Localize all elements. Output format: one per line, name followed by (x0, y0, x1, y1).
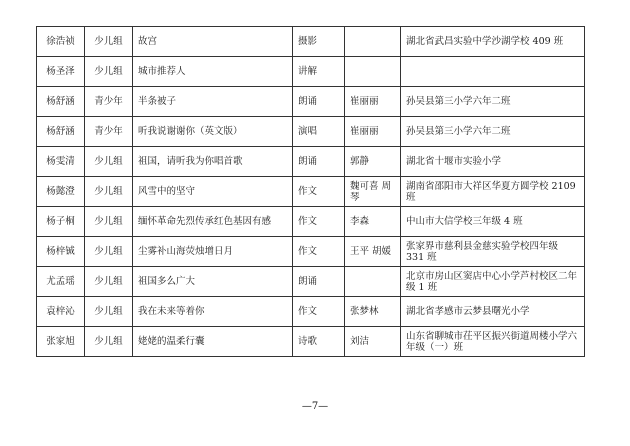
cell-group: 少儿组 (85, 207, 133, 237)
cell-school: 北京市房山区窦店中心小学芦村校区二年级 1 班 (401, 267, 585, 297)
cell-name: 杨子桐 (37, 207, 85, 237)
cell-school: 湖北省十堰市实验小学 (401, 147, 585, 177)
cell-work: 祖国，请听我为你唱首歌 (133, 147, 293, 177)
cell-school: 湖北省孝感市云梦县曙光小学 (401, 297, 585, 327)
cell-group: 少儿组 (85, 327, 133, 357)
cell-name: 杨舒涵 (37, 117, 85, 147)
cell-name: 张家旭 (37, 327, 85, 357)
cell-teacher (345, 267, 401, 297)
cell-work: 风雪中的坚守 (133, 177, 293, 207)
cell-teacher: 刘洁 (345, 327, 401, 357)
cell-category: 作文 (293, 207, 345, 237)
table-row (37, 57, 585, 87)
cell-work: 尘雾补山海荧烛增日月 (133, 237, 293, 267)
cell-name: 杨雯清 (37, 147, 85, 177)
cell-group: 少儿组 (85, 147, 133, 177)
cell-category: 诗歌 (293, 327, 345, 357)
cell-category: 朗诵 (293, 87, 345, 117)
cell-teacher: 崔丽丽 (345, 117, 401, 147)
cell-name: 杨梓铖 (37, 237, 85, 267)
cell-group: 青少年 (85, 117, 133, 147)
cell-school (401, 57, 585, 87)
cell-school: 张家界市慈利县金慈实验学校四年级 331 班 (401, 237, 585, 267)
table-row (37, 327, 585, 357)
page-number: —7— (301, 401, 329, 412)
cell-work: 缅怀革命先烈传承红色基因有感 (133, 207, 293, 237)
cell-category: 演唱 (293, 117, 345, 147)
cell-group: 青少年 (85, 87, 133, 117)
cell-group: 少儿组 (85, 297, 133, 327)
cell-teacher (345, 27, 401, 57)
table-row (37, 117, 585, 147)
cell-group: 少儿组 (85, 177, 133, 207)
table-row (37, 147, 585, 177)
cell-category: 摄影 (293, 27, 345, 57)
cell-category: 作文 (293, 177, 345, 207)
award-list-table (36, 26, 585, 357)
table-row (37, 87, 585, 117)
cell-work: 故宫 (133, 27, 293, 57)
cell-group: 少儿组 (85, 27, 133, 57)
cell-name: 袁梓沁 (37, 297, 85, 327)
cell-group: 少儿组 (85, 237, 133, 267)
cell-category: 作文 (293, 237, 345, 267)
cell-group: 少儿组 (85, 57, 133, 87)
cell-teacher: 王平 胡媛 (345, 237, 401, 267)
cell-category: 朗诵 (293, 147, 345, 177)
cell-work: 听我说谢谢你（英文版） (133, 117, 293, 147)
cell-teacher: 张梦林 (345, 297, 401, 327)
table-row (37, 27, 585, 57)
cell-work: 祖国多么广大 (133, 267, 293, 297)
cell-work: 姥姥的温柔行囊 (133, 327, 293, 357)
cell-name: 杨舒涵 (37, 87, 85, 117)
cell-work: 我在未来等着你 (133, 297, 293, 327)
cell-school: 山东省聊城市茌平区振兴街道周楼小学六年级（一）班 (401, 327, 585, 357)
cell-group: 少儿组 (85, 267, 133, 297)
cell-category: 朗诵 (293, 267, 345, 297)
cell-work: 半条被子 (133, 87, 293, 117)
cell-school: 湖南省邵阳市大祥区华夏方圆学校 2109 班 (401, 177, 585, 207)
cell-school: 湖北省武昌实验中学沙湖学校 409 班 (401, 27, 585, 57)
table-row (37, 207, 585, 237)
cell-school: 孙吴县第三小学六年二班 (401, 87, 585, 117)
cell-teacher: 李森 (345, 207, 401, 237)
cell-teacher: 郭静 (345, 147, 401, 177)
cell-category: 作文 (293, 297, 345, 327)
cell-name: 徐浩祯 (37, 27, 85, 57)
table-row (37, 177, 585, 207)
table-row (37, 237, 585, 267)
table-row (37, 297, 585, 327)
cell-teacher: 魏可喜 周琴 (345, 177, 401, 207)
cell-teacher (345, 57, 401, 87)
cell-category: 讲解 (293, 57, 345, 87)
cell-name: 杨懿澄 (37, 177, 85, 207)
cell-teacher: 崔丽丽 (345, 87, 401, 117)
cell-name: 尤孟瑶 (37, 267, 85, 297)
cell-name: 杨圣泽 (37, 57, 85, 87)
table-row (37, 267, 585, 297)
cell-school: 中山市大信学校三年级 4 班 (401, 207, 585, 237)
cell-school: 孙吴县第三小学六年二班 (401, 117, 585, 147)
cell-work: 城市推荐人 (133, 57, 293, 87)
